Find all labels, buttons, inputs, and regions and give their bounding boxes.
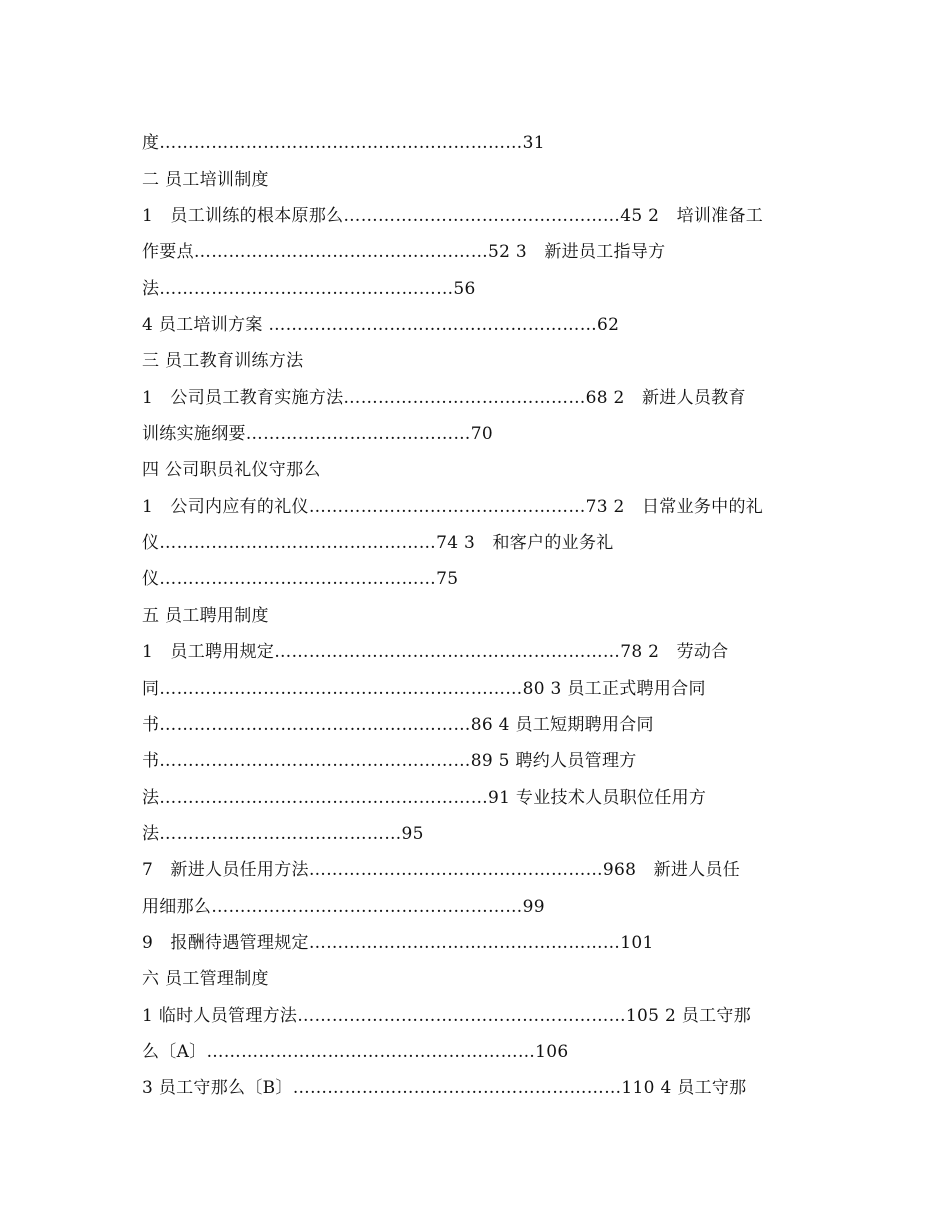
toc-line: 书………………………………………………89 5 聘约人员管理方: [142, 751, 637, 771]
toc-line: 3 员工守那么〔B〕…………………………………………………110 4 员工守那: [142, 1078, 747, 1098]
toc-line: 度………………………………………………………31: [142, 133, 545, 153]
toc-line: 7 新进人员任用方法……………………………………………968 新进人员任: [142, 860, 741, 880]
toc-line: 1 公司内应有的礼仪…………………………………………73 2 日常业务中的礼: [142, 497, 764, 517]
toc-line: 么〔A〕…………………………………………………106: [142, 1042, 569, 1062]
toc-line: 法……………………………………95: [142, 824, 424, 844]
toc-line: 1 员工聘用规定……………………………………………………78 2 劳动合: [142, 642, 729, 662]
toc-line: 1 员工训练的根本原那么…………………………………………45 2 培训准备工: [142, 206, 764, 226]
toc-line: 同………………………………………………………80 3 员工正式聘用合同: [142, 679, 706, 699]
section-heading: 四 公司职员礼仪守那么: [142, 460, 321, 480]
toc-line: 用细那么………………………………………………99: [142, 897, 545, 917]
toc-line: 1 临时人员管理方法…………………………………………………105 2 员工守那: [142, 1006, 751, 1026]
section-heading: 三 员工教育训练方法: [142, 351, 304, 371]
toc-line: 4 员工培训方案 …………………………………………………62: [142, 315, 620, 335]
section-heading: 六 员工管理制度: [142, 969, 269, 989]
toc-line: 仪…………………………………………74 3 和客户的业务礼: [142, 533, 614, 553]
section-heading: 二 员工培训制度: [142, 170, 269, 190]
toc-line: 作要点……………………………………………52 3 新进员工指导方: [142, 242, 666, 262]
toc-line: 9 报酬待遇管理规定………………………………………………101: [142, 933, 654, 953]
toc-line: 1 公司员工教育实施方法……………………………………68 2 新进人员教育: [142, 388, 746, 408]
toc-line: 法…………………………………………………91 专业技术人员职位任用方: [142, 788, 707, 808]
toc-line: 仪…………………………………………75: [142, 569, 459, 589]
toc-line: 法……………………………………………56: [142, 279, 476, 299]
toc-line: 训练实施纲要…………………………………70: [142, 424, 493, 444]
toc-line: 书………………………………………………86 4 员工短期聘用合同: [142, 715, 654, 735]
section-heading: 五 员工聘用制度: [142, 606, 269, 626]
